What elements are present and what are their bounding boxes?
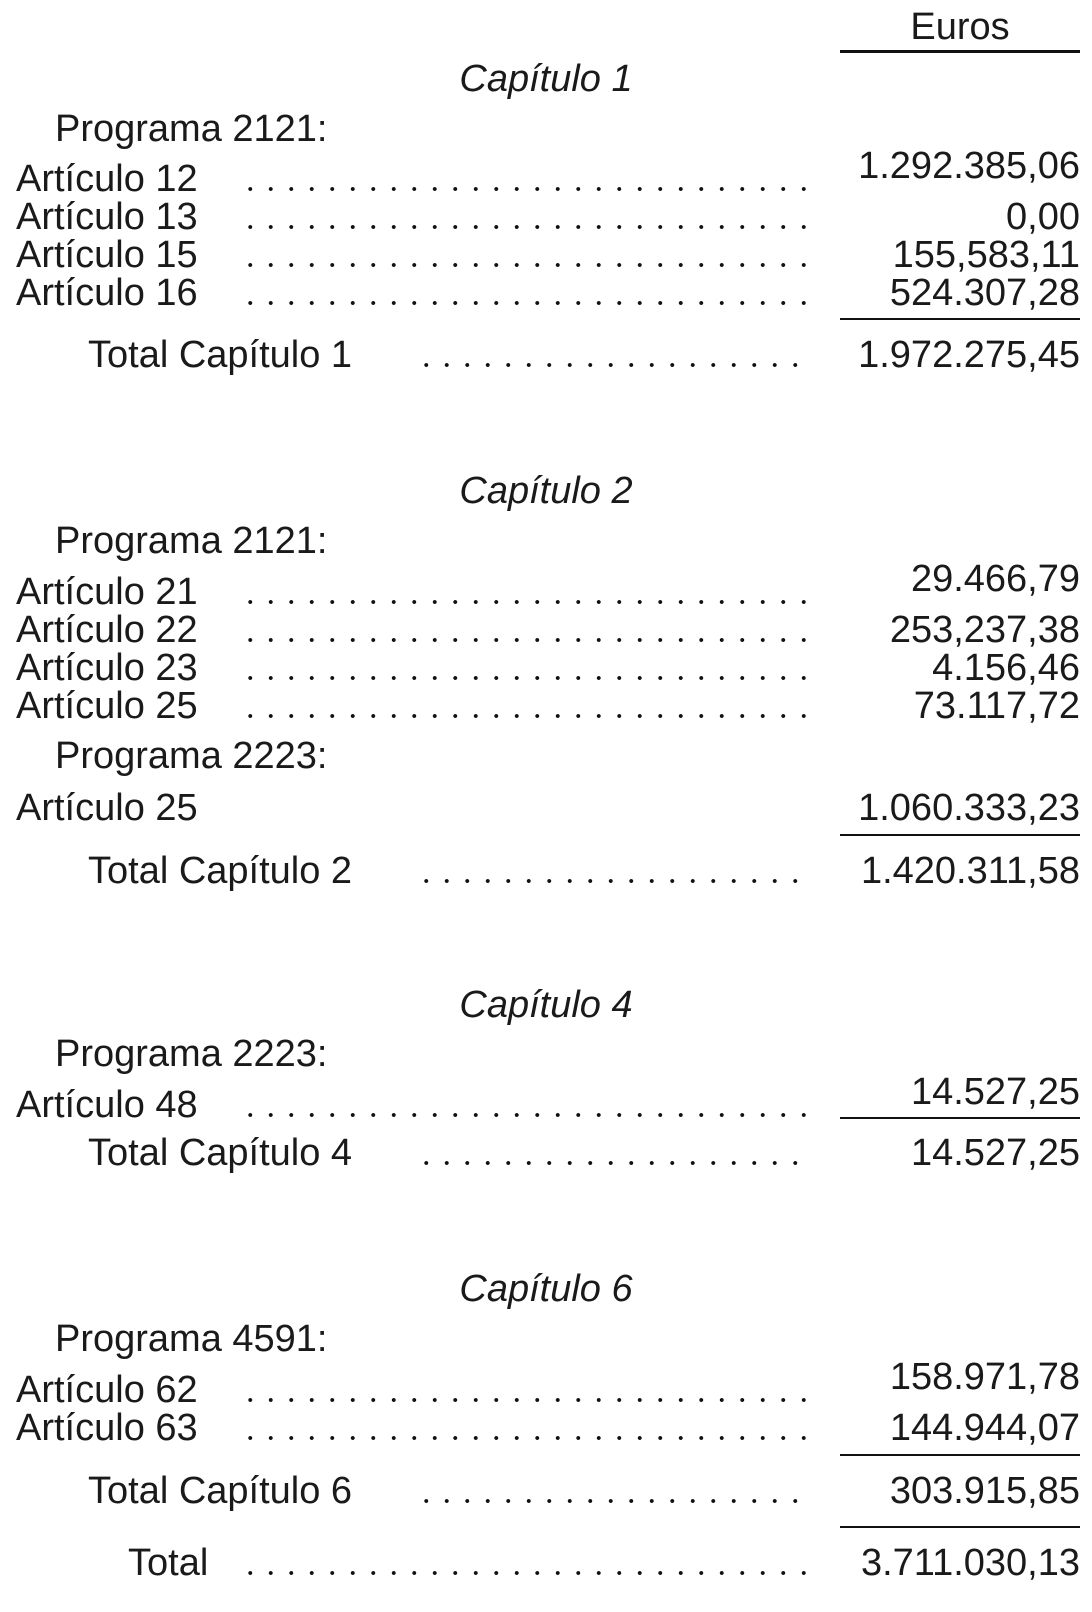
currency-header: Euros [910,6,1010,48]
program-label: Programa 4591: [55,1318,328,1360]
article-label: Artículo 22 [16,609,198,651]
dot-leader [240,224,810,230]
article-label: Artículo 48 [16,1084,198,1126]
dot-leader [240,1112,810,1118]
grand-total-amount: 3.711.030,13 [860,1542,1080,1584]
dot-leader [416,1498,810,1504]
chapter-title: Capítulo 1 [459,58,633,100]
article-label: Artículo 15 [16,234,198,276]
chapter-total-amount: 1.972.275,45 [858,334,1080,376]
article-label: Artículo 21 [16,571,198,613]
dot-leader [240,675,810,681]
article-amount: 4.156,46 [932,647,1080,689]
chapter-total-label: Total Capítulo 2 [88,850,353,892]
subtotal-rule [840,318,1080,320]
article-amount: 0,00 [1006,196,1080,238]
grand-total-rule [840,1526,1080,1528]
article-label: Artículo 25 [16,787,198,829]
chapter-total-amount: 303.915,85 [889,1470,1080,1512]
chapter-total-label: Total Capítulo 1 [88,334,353,376]
dot-leader [240,713,810,719]
dot-leader [240,262,810,268]
article-label: Artículo 23 [16,647,198,689]
subtotal-rule [840,1454,1080,1456]
dot-leader [240,1397,810,1403]
subtotal-rule [840,1117,1080,1119]
article-amount: 158.971,78 [889,1356,1080,1398]
program-label: Programa 2121: [55,108,328,150]
program-label: Programa 2223: [55,735,328,777]
dot-leader [416,1160,810,1166]
article-label: Artículo 25 [16,685,198,727]
grand-total-label: Total [128,1542,209,1584]
article-amount: 144.944,07 [889,1407,1080,1449]
dot-leader [416,362,810,368]
article-amount: 524.307,28 [889,272,1080,314]
chapter-title: Capítulo 2 [459,470,633,512]
dot-leader [240,186,810,192]
chapter-title: Capítulo 6 [459,1268,633,1310]
subtotal-rule [840,834,1080,836]
dot-leader [240,1570,810,1576]
article-amount: 155,583,11 [892,234,1080,276]
dot-leader [240,300,810,306]
article-amount: 1.292.385,06 [858,145,1080,187]
chapter-total-amount: 14.527,25 [910,1132,1080,1174]
dot-leader [240,1435,810,1441]
article-amount: 1.060.333,23 [858,787,1080,829]
article-label: Artículo 62 [16,1369,198,1411]
chapter-title: Capítulo 4 [459,984,633,1026]
article-amount: 29.466,79 [910,558,1080,600]
header-rule [840,50,1080,53]
dot-leader [240,599,810,605]
article-label: Artículo 16 [16,272,198,314]
article-amount: 253,237,38 [889,609,1080,651]
article-amount: 14.527,25 [910,1071,1080,1113]
article-label: Artículo 13 [16,196,198,238]
chapter-total-label: Total Capítulo 6 [88,1470,353,1512]
chapter-total-label: Total Capítulo 4 [88,1132,353,1174]
article-label: Artículo 63 [16,1407,198,1449]
program-label: Programa 2223: [55,1033,328,1075]
dot-leader [240,637,810,643]
article-label: Artículo 12 [16,158,198,200]
dot-leader [416,878,810,884]
article-amount: 73.117,72 [913,685,1080,727]
chapter-total-amount: 1.420.311,58 [860,850,1080,892]
program-label: Programa 2121: [55,520,328,562]
